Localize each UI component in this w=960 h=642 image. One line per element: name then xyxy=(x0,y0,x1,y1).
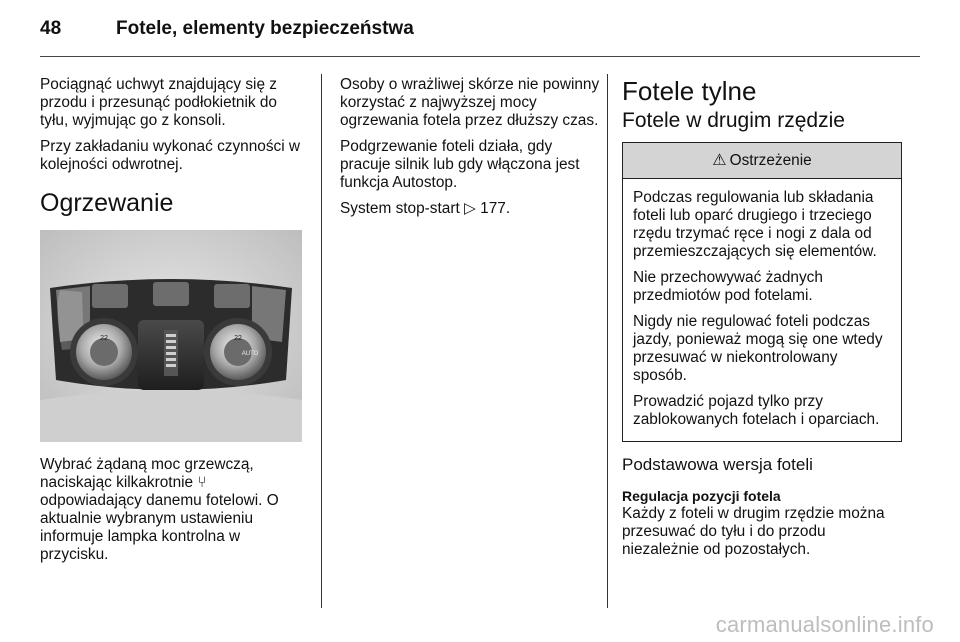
watermark: carmanualsonline.info xyxy=(715,612,934,637)
climate-panel-illustration xyxy=(40,230,302,442)
warning-paragraph-3: Nigdy nie regulować foteli podczas jazdy, ponieważ mogą się one wtedy przesuwać w niekontrolowany sposób. xyxy=(633,313,883,384)
heating-instructions-text-1: Wybrać żądaną moc grzewczą, naciskając kilkakrotnie xyxy=(40,456,254,491)
header-rule xyxy=(40,56,920,57)
warning-triangle-icon: ⚠ xyxy=(712,151,727,169)
reverse-order-paragraph: Przy zakładaniu wykonać czynności w kolejności odwrotnej. xyxy=(40,138,301,173)
right-knob-label: 22 xyxy=(234,335,242,342)
seat-position-title: Regulacja pozycji fotela xyxy=(622,488,781,504)
stop-start-text: System stop-start xyxy=(340,200,465,217)
climate-control-photo xyxy=(40,230,302,442)
page-ref-arrow-icon: ▷ xyxy=(464,200,476,217)
heating-instructions-text-2: odpowiadający danemu fotelowi. O aktualnie wybranym ustawieniu informuje lampka kontrolna w przycisku. xyxy=(40,492,279,563)
column-3 xyxy=(622,76,902,567)
rear-seats-title: Fotele tylne xyxy=(622,76,757,106)
warning-label: Ostrzeżenie xyxy=(729,151,812,169)
seat-position-paragraph: Każdy z foteli w drugim rzędzie można przesuwać do tyłu i do przodu niezależnie od pozostałych. xyxy=(622,505,885,558)
warning-paragraph-2: Nie przechowywać żadnych przedmiotów pod fotelami. xyxy=(633,269,823,304)
warning-box xyxy=(622,142,902,442)
left-knob-label: 22 xyxy=(100,335,108,342)
column-2 xyxy=(340,76,602,226)
warning-header xyxy=(623,143,901,179)
seat-heating-icon: ⑂ xyxy=(197,474,207,491)
column-divider-1 xyxy=(321,74,322,608)
stop-start-reference xyxy=(340,200,602,218)
basic-seats-title: Podstawowa wersja foteli xyxy=(622,455,813,474)
sensitive-skin-paragraph: Osoby o wrażliwej skórze nie powinny korzystać z najwyższej mocy ogrzewania fotela przez dłuższy czas. xyxy=(340,76,600,129)
armrest-paragraph: Pociągnąć uchwyt znajdujący się z przodu i przesunąć podłokietnik do tyłu, wyjmując go z konsoli. xyxy=(40,76,277,129)
stop-start-page: 177. xyxy=(475,200,511,217)
page-number: 48 xyxy=(40,18,62,39)
heating-condition-paragraph: Podgrzewanie foteli działa, gdy pracuje silnik lub gdy włączona jest funkcja Autostop. xyxy=(340,138,580,191)
warning-paragraph-1: Podczas regulowania lub składania foteli lub oparć drugiego i trzeciego rzędu trzymać ręce i nogi z dala od przemieszczających się elementów. xyxy=(633,189,877,260)
column-1 xyxy=(40,76,306,572)
heating-instructions-paragraph xyxy=(40,456,306,564)
second-row-title: Fotele w drugim rzędzie xyxy=(622,109,845,132)
auto-label: AUTO xyxy=(241,351,259,357)
chapter-title: Fotele, elementy bezpieczeństwa xyxy=(116,18,414,39)
warning-paragraph-4: Prowadzić pojazd tylko przy zablokowanych fotelach i oparciach. xyxy=(633,393,880,428)
warning-body xyxy=(623,179,901,441)
column-divider-2 xyxy=(607,74,608,608)
heating-section-title: Ogrzewanie xyxy=(40,189,174,217)
page-header xyxy=(40,18,414,48)
